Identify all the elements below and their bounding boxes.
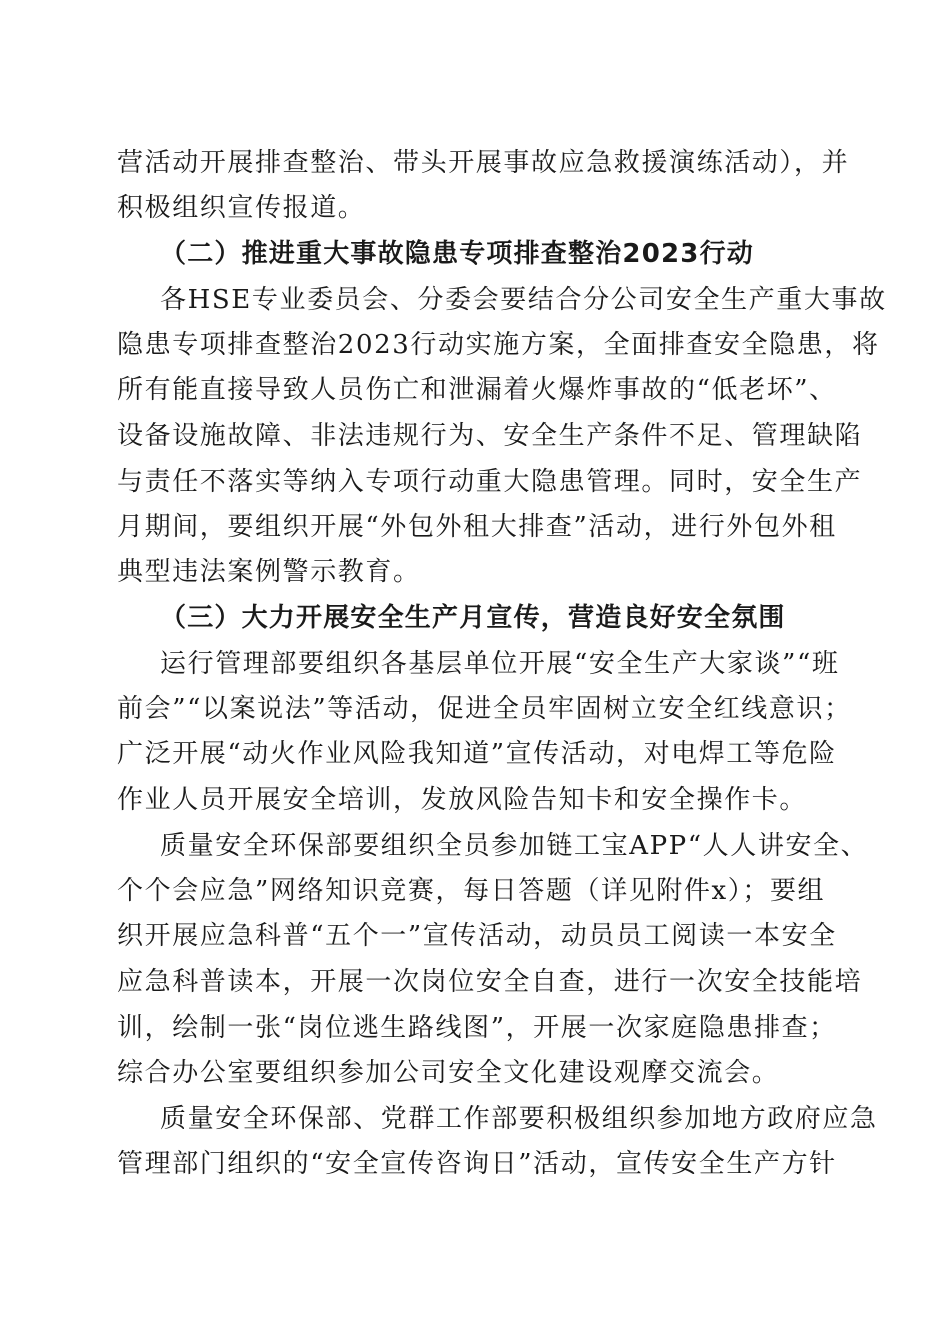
text-line: 运行管理部要组织各基层单位开展“安全生产大家谈”“班	[160, 649, 840, 679]
text-line: 应急科普读本，开展一次岗位安全自查，进行一次安全技能培	[117, 967, 863, 997]
text-line: 综合办公室要组织参加公司安全文化建设观摩交流会。	[117, 1058, 780, 1088]
section-heading-3: （三）大力开展安全生产月宣传，营造良好安全氛围	[160, 603, 786, 633]
text-line: 与责任不落实等纳入专项行动重大隐患管理。同时，安全生产	[117, 467, 863, 497]
text-line: 隐患专项排查整治2023行动实施方案，全面排查安全隐患，将	[117, 330, 880, 360]
text-line: 管理部门组织的“安全宣传咨询日”活动，宣传安全生产方针	[117, 1149, 837, 1179]
text-line: 月期间，要组织开展“外包外租大排查”活动，进行外包外租	[117, 512, 837, 542]
text-line: 广泛开展“动火作业风险我知道”宣传活动，对电焊工等危险	[117, 739, 837, 769]
text-line: 设备设施故障、非法违规行为、安全生产条件不足、管理缺陷	[117, 421, 863, 451]
text-line: 营活动开展排查整治、带头开展事故应急救援演练活动），并	[117, 148, 850, 178]
section-heading-2: （二）推进重大事故隐患专项排查整治2023行动	[160, 239, 754, 269]
text-line: 积极组织宣传报道。	[117, 193, 366, 223]
text-line: 个个会应急”网络知识竞赛，每日答题（详见附件x）；要组	[117, 876, 826, 906]
text-line: 典型违法案例警示教育。	[117, 557, 421, 587]
text-line: 前会”“以案说法”等活动，促进全员牢固树立安全红线意识；	[117, 694, 852, 724]
text-line: 质量安全环保部、党群工作部要积极组织参加地方政府应急	[160, 1104, 878, 1134]
text-line: 织开展应急科普“五个一”宣传活动，动员员工阅读一本安全	[117, 921, 837, 951]
text-line: 作业人员开展安全培训，发放风险告知卡和安全操作卡。	[117, 785, 808, 815]
text-line: 质量安全环保部要组织全员参加链工宝APP“人人讲安全、	[160, 831, 869, 861]
text-line: 训，绘制一张“岗位逃生路线图”，开展一次家庭隐患排查；	[117, 1013, 837, 1043]
text-line: 各HSE专业委员会、分委会要结合分公司安全生产重大事故	[160, 285, 887, 315]
text-line: 所有能直接导致人员伤亡和泄漏着火爆炸事故的“低老坏”、	[117, 375, 837, 405]
